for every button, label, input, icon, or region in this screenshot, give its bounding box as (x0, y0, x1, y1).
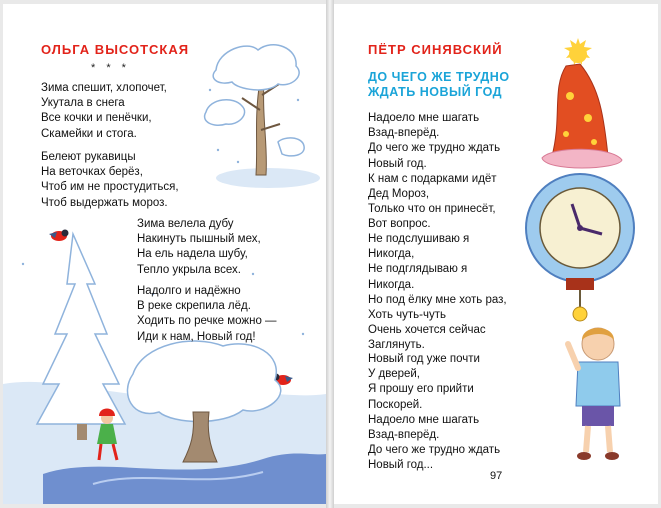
poem-title-line: ЖДАТЬ НОВЫЙ ГОД (368, 85, 503, 99)
poem-line: Новый год... (368, 459, 434, 472)
poem-line: Зима спешит, хлопочет, (41, 82, 167, 94)
poem-line: К нам с подарками идёт (368, 172, 497, 185)
poem-line: Накинуть пышный мех, (137, 233, 261, 246)
poem-line: На ель надела шубу, (137, 248, 248, 261)
left-stanza-1 (41, 81, 167, 142)
poem-line: До чего же трудно ждать (368, 444, 501, 457)
poem-line: Надолго и надёжно (137, 285, 241, 297)
poem-line: До чего же трудно ждать (368, 142, 501, 155)
left-page (3, 4, 326, 504)
poem-line: Новый год. (368, 157, 427, 170)
poem-line: Надоело мне шагать (368, 112, 480, 124)
boy-illustration (564, 322, 634, 472)
poem-line: Взад-вперёд. (368, 428, 440, 441)
poem-line: Скамейки и стога. (41, 127, 137, 140)
right-stanza-3 (368, 352, 500, 474)
poem-line: Не подглядываю я (368, 263, 468, 276)
poem-line: Поскорей. (368, 398, 423, 411)
poem-line: Чтоб им не простудиться, (41, 181, 179, 194)
winter-birch-illustration (198, 40, 318, 190)
left-stanza-3 (137, 217, 261, 278)
poem-line: У дверей, (368, 368, 420, 381)
right-stanza-2 (368, 232, 507, 354)
poem-line: Чтоб выдержать мороз. (41, 196, 168, 209)
poem-line: В реке скрепила лёд. (137, 300, 251, 313)
poem-line: Взад-вперёд. (368, 127, 440, 140)
poem-line: Но под ёлку мне хоть раз, (368, 293, 507, 306)
clock-with-hat-illustration (522, 38, 642, 328)
poem-line: Белеют рукавицы (41, 151, 136, 163)
poem-line: Все кочки и пенёчки, (41, 112, 152, 125)
poem-line: Укутала в снега (41, 97, 125, 110)
poem-line: Никогда, (368, 248, 415, 261)
poem-line: Только что он принесёт, (368, 203, 496, 216)
right-stanza-1 (368, 111, 500, 233)
left-author-name: ОЛЬГА ВЫСОТСКАЯ (41, 42, 190, 57)
poem-line: На веточках берёз, (41, 166, 143, 179)
poem-line: Заглянуть. (368, 339, 425, 352)
poem-line: Новый год уже почти (368, 353, 480, 365)
poem-line: Никогда. (368, 278, 415, 291)
right-author-name: ПЁТР СИНЯВСКИЙ (368, 42, 503, 57)
left-stanza-2 (41, 150, 179, 211)
book-spine (326, 0, 334, 508)
poem-title-line: ДО ЧЕГО ЖЕ ТРУДНО (368, 70, 510, 84)
poem-line: Я прошу его прийти (368, 383, 474, 396)
poem-line: Тепло укрыла всех. (137, 263, 241, 276)
poem-separator-stars: * * * (91, 62, 130, 74)
left-stanza-4 (137, 284, 277, 345)
poem-title (368, 70, 510, 100)
poem-line: Очень хочется сейчас (368, 324, 486, 337)
right-page (334, 4, 658, 504)
poem-line: Надоело мне шагать (368, 413, 480, 426)
page-number: 97 (490, 470, 503, 482)
poem-line: Не подслушиваю я (368, 233, 470, 245)
poem-line: Иди к нам, Новый год! (137, 330, 256, 343)
poem-line: Ходить по речке можно — (137, 315, 277, 328)
poem-line: Хоть чуть-чуть (368, 308, 446, 321)
poem-line: Дед Мороз, (368, 187, 430, 200)
poem-line: Зима велела дубу (137, 218, 234, 230)
poem-line: Вот вопрос. (368, 218, 431, 231)
